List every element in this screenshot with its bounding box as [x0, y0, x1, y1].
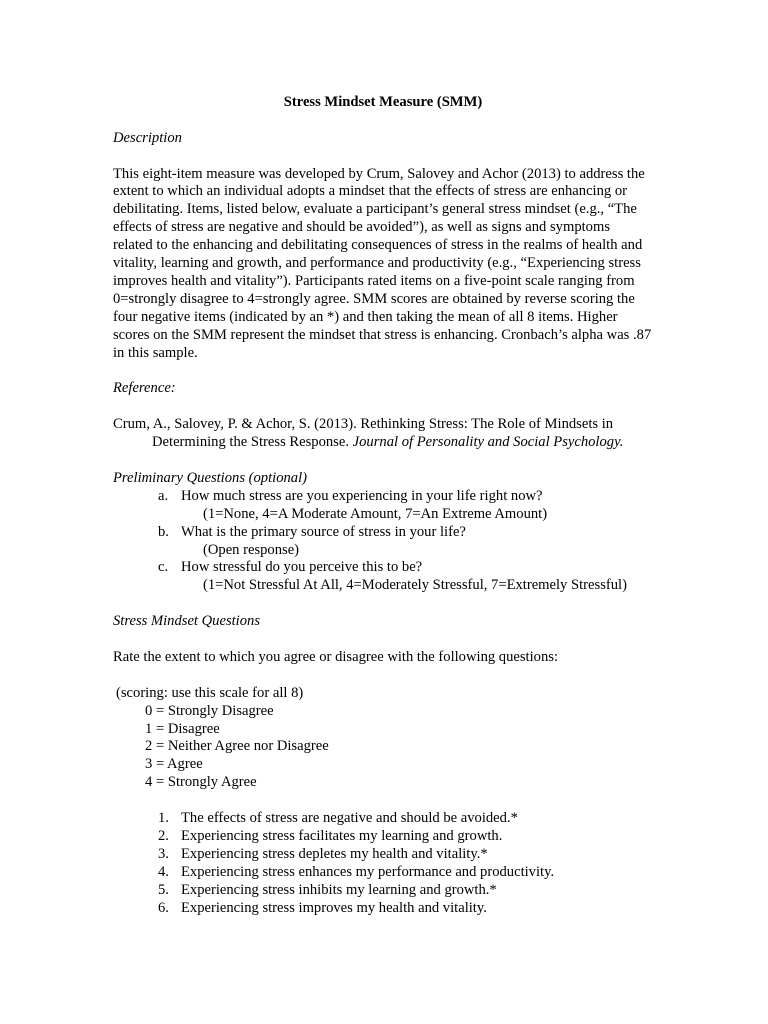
question-number: 3. — [158, 845, 169, 862]
scale-option: 3 = Agree — [145, 756, 203, 773]
question-number: 5. — [158, 881, 169, 898]
scale-option: 2 = Neither Agree nor Disagree — [145, 738, 329, 755]
reference-authors-title: Crum, A., Salovey, P. & Achor, S. (2013). Rethinking Stress: The Role of Mindsets in Determining the Stress Response. — [113, 416, 614, 451]
reference-citation — [113, 416, 653, 452]
scale-option: 0 = Strongly Disagree — [145, 702, 274, 719]
question-item — [113, 864, 653, 882]
list-marker: c. — [158, 559, 169, 576]
question-number: 1. — [158, 810, 169, 827]
reference-journal: Journal of Personality and Social Psychology. — [352, 434, 624, 451]
question-text: Experiencing stress facilitates my learning and growth. — [181, 828, 503, 844]
preliminary-response — [113, 542, 653, 560]
document-page — [113, 94, 653, 918]
reference-heading: Reference: — [113, 380, 176, 397]
spacer — [113, 667, 653, 685]
spacer — [113, 148, 653, 166]
question-text: Experiencing stress enhances my performance and productivity. — [181, 863, 555, 880]
mindset-heading: Stress Mindset Questions — [113, 613, 261, 630]
preliminary-item — [113, 488, 653, 506]
scale-option: 4 = Strongly Agree — [145, 774, 257, 791]
description-paragraph: This eight-item measure was developed by Crum, Salovey and Achor (2013) to address the extent to which an individual adopts a mindset that the effects of stress are enhancing or debilitating. Items, listed below, evaluate a participant’s general stress mindset (e.g., “The effects of stress are negative and should be avoided”), as well as signs and symptoms related to the enhancing and debilitating consequences of stress in the realms of health and vitality, learning and growth, and performance and productivity (e.g., “Experiencing stress improves health and vitality”). Participants rated items on a five-point scale ranging from 0=strongly disagree to 4=strongly agree. SMM scores are obtained by reverse scoring the four negative items (indicated by an *) and then taking the mean of all 8 items. Higher scores on the SMM represent the mindset that stress is enhancing. Cronbach’s alpha was .87 in this sample. — [113, 165, 652, 361]
question-text: Experiencing stress improves my health and vitality. — [181, 899, 487, 916]
list-marker: b. — [158, 523, 169, 540]
preliminary-question: How much stress are you experiencing in your life right now? — [181, 487, 543, 504]
question-item — [113, 846, 653, 864]
question-text: The effects of stress are negative and should be avoided.* — [181, 810, 518, 827]
preliminary-heading: Preliminary Questions (optional) — [113, 469, 308, 486]
spacer — [113, 631, 653, 649]
preliminary-list — [113, 488, 653, 595]
spacer — [113, 363, 653, 381]
question-item — [113, 828, 653, 846]
question-text: Experiencing stress inhibits my learning and growth.* — [181, 881, 497, 898]
list-marker: a. — [158, 487, 169, 504]
response-scale: (1=Not Stressful At All, 4=Moderately Stressful, 7=Extremely Stressful) — [203, 577, 627, 594]
preliminary-question: How stressful do you perceive this to be? — [181, 559, 423, 576]
preliminary-response — [113, 506, 653, 524]
response-scale: (Open response) — [203, 541, 300, 558]
questions-list — [113, 810, 653, 917]
spacer — [113, 398, 653, 416]
question-item — [113, 900, 653, 918]
spacer — [113, 112, 653, 130]
scale-intro: (scoring: use this scale for all 8) — [116, 684, 304, 701]
instruction-text: Rate the extent to which you agree or disagree with the following questions: — [113, 648, 558, 665]
preliminary-item — [113, 524, 653, 542]
preliminary-item — [113, 559, 653, 577]
question-number: 6. — [158, 899, 169, 916]
question-text: Experiencing stress depletes my health and vitality.* — [181, 845, 488, 862]
question-item — [113, 810, 653, 828]
question-number: 2. — [158, 828, 169, 844]
scale-option: 1 = Disagree — [145, 720, 220, 737]
response-scale: (1=None, 4=A Moderate Amount, 7=An Extreme Amount) — [203, 505, 548, 522]
question-number: 4. — [158, 863, 169, 880]
preliminary-response — [113, 577, 653, 595]
description-heading: Description — [113, 129, 182, 146]
spacer — [113, 595, 653, 613]
preliminary-question: What is the primary source of stress in your life? — [181, 523, 466, 540]
spacer — [113, 792, 653, 810]
question-item — [113, 882, 653, 900]
spacer — [113, 452, 653, 470]
page-title: Stress Mindset Measure (SMM) — [283, 94, 483, 110]
